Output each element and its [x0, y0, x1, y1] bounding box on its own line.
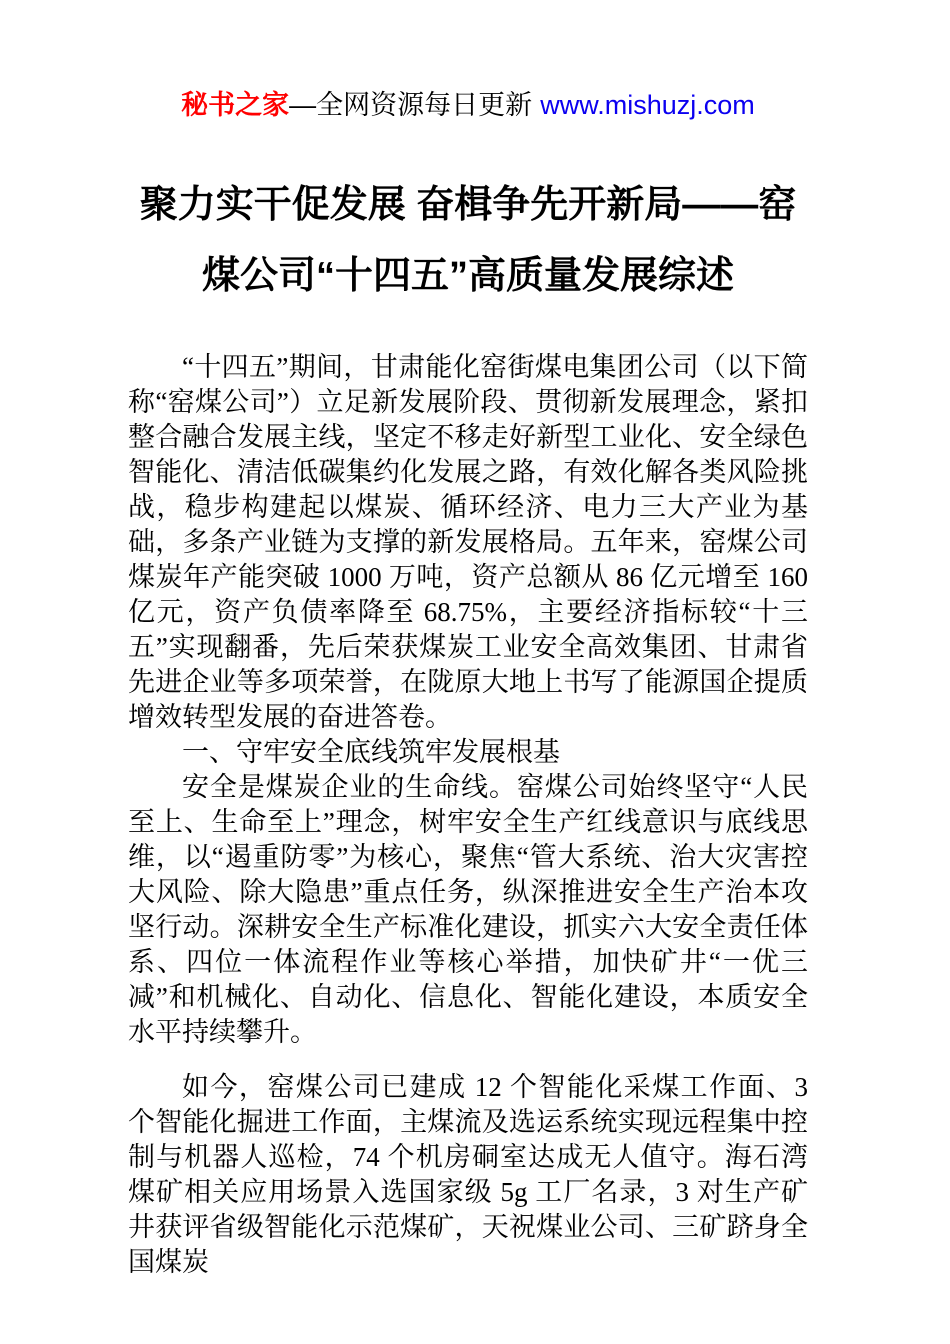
section-heading: 一、守牢安全底线筑牢发展根基 [182, 737, 560, 767]
body-paragraph: 安全是煤炭企业的生命线。窑煤公司始终坚守“人民至上、生命至上”理念，树牢安全生产红线意识与底线思维，以“遏重防零”为核心，聚焦“管大系统、治大灾害控大风险、除大隐患”重点任务，纵深推进安全生产治本攻坚行动。深耕安全生产标准化建设，抓实六大安全责任体系、四位一体流程作业等核心举措，加快矿井“一优三减”和机械化、自动化、信息化、智能化建设，本质安全水平持续攀升。 [128, 772, 808, 1047]
body-paragraph: 如今，窑煤公司已建成 12 个智能化采煤工作面、3 个智能化掘进工作面，主煤流及选运系统实现远程集中控制与机器人巡检，74 个机房硐室达成无人值守。海石湾煤矿相关应用场景入选国家级 5g 工厂名录，3 对生产矿井获评省级智能化示范煤矿，天祝煤业公司、三矿跻身全国煤炭 [128, 1072, 808, 1277]
document-title: 聚力实干促发展 奋楫争先开新局——窑煤公司“十四五”高质量发展综述 [139, 184, 797, 297]
site-url-link[interactable]: www.mishuzj.com [540, 90, 755, 120]
site-name: 秘书之家 [181, 90, 290, 120]
document-body [128, 350, 808, 1280]
body-paragraph: “十四五”期间，甘肃能化窑街煤电集团公司（以下简称“窑煤公司”）立足新发展阶段、贯彻新发展理念，紧扣整合融合发展主线，坚定不移走好新型工业化、安全绿色智能化、清洁低碳集约化发展之路，有效化解各类风险挑战，稳步构建起以煤炭、循环经济、电力三大产业为基础，多条产业链为支撑的新发展格局。五年来，窑煤公司煤炭年产能突破 1000 万吨，资产总额从 86 亿元增至 160 亿元，资产负债率降至 68.75%，主要经济指标较“十三五”实现翻番，先后荣获煤炭工业安全高效集团、甘肃省先进企业等多项荣誉，在陇原大地上书写了能源国企提质增效转型发展的奋进答卷。 [128, 352, 808, 732]
site-header [128, 88, 808, 122]
site-tagline: —全网资源每日更新 [289, 90, 533, 120]
